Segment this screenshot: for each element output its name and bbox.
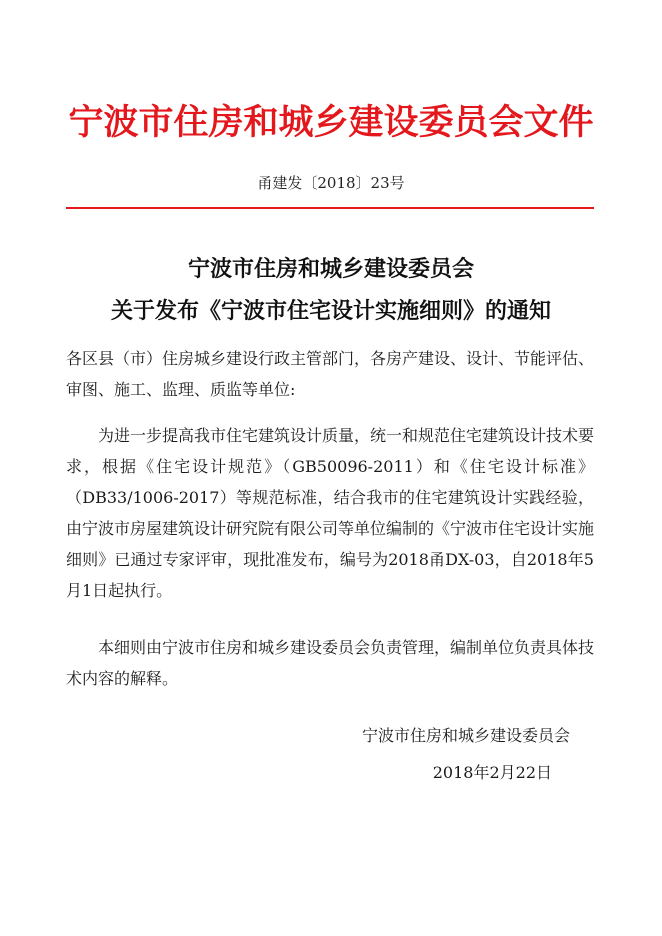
body-paragraph-2: 本细则由宁波市住房和城乡建设委员会负责管理，编制单位负责具体技术内容的解释。 <box>66 638 595 688</box>
addressee-paragraph: 各区县（市）住房城乡建设行政主管部门，各房产建设、设计、节能评估、审图、施工、监理、质监等单位: <box>66 349 595 399</box>
document-number: 甬建发〔2018〕23号 <box>257 174 405 192</box>
issue-date: 2018年2月22日 <box>432 763 552 782</box>
document-header-title: 宁波市住房和城乡建设委员会文件 <box>68 102 594 143</box>
notice-title-line-1: 宁波市住房和城乡建设委员会 <box>187 256 474 282</box>
red-divider-line <box>66 207 594 209</box>
notice-title-line-2: 关于发布《宁波市住宅设计实施细则》的通知 <box>110 298 551 324</box>
issuer-signature: 宁波市住房和城乡建设委员会 <box>361 726 570 745</box>
body-paragraph-1: 为进一步提高我市住宅建筑设计质量，统一和规范住宅建筑设计技术要求，根据《住宅设计规范》（GB50096-2011）和《住宅设计标准》（DB33/1006-2017）等规范标准，结合我市的住宅建筑设计实践经验，由宁波市房屋建筑设计研究院有限公司等单位编制的《宁波市住宅设计实施细则》已通过专家评审，现批准发布，编号为2018甬DX-03，自2018年5月1日起执行。 <box>66 426 595 600</box>
